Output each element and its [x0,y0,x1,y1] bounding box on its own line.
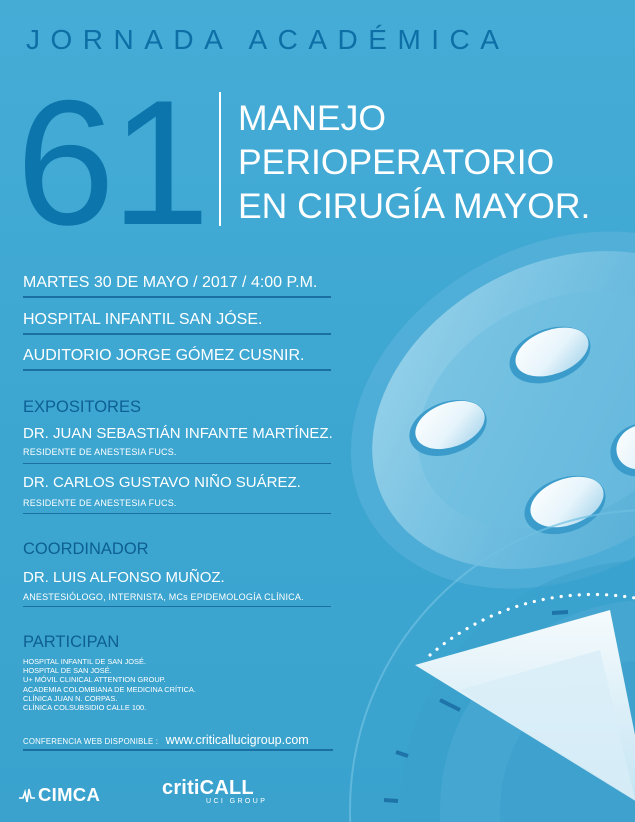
website-link[interactable]: www.criticallucigroup.com [165,733,309,747]
speaker-role: RESIDENTE DE ANESTESIA FUCS. [23,447,177,457]
speakers-heading: EXPOSITORES [23,398,141,416]
event-venue: HOSPITAL INFANTIL SAN JÓSE. [23,311,263,328]
participants-list [23,657,196,712]
title-line: MANEJO [238,98,386,138]
participants-heading: PARTICIPAN [23,633,120,651]
title-divider [219,92,221,226]
cimca-logo-text: CIMCA [38,784,101,805]
coordinator-heading: COORDINADOR [23,540,149,558]
session-title [238,96,590,228]
criticall-logo-subtitle: UCI GROUP [206,798,268,805]
event-datetime: MARTES 30 DE MAYO / 2017 / 4:00 P.M. [23,274,318,291]
speaker-role: RESIDENTE DE ANESTESIA FUCS. [23,498,177,508]
event-series-header: JORNADA ACADÉMICA [26,24,510,55]
divider [23,606,331,607]
coordinator-role: ANESTESIÓLOGO, INTERNISTA, MCs EPIDEMOLOGÍA CLÍNICA. [23,592,304,602]
divider [23,749,333,751]
web-conference [23,731,309,749]
event-room: AUDITORIO JORGE GÓMEZ CUSNIR. [23,347,305,364]
web-conference-label: CONFERENCIA WEB DISPONIBLE : [23,737,159,746]
session-number: 61 [16,63,206,262]
title-line: PERIOPERATORIO [238,142,555,182]
participant-item: HOSPITAL DE SAN JOSÉ. [23,666,112,676]
divider [23,513,331,514]
criticall-logo [162,777,267,805]
divider [23,296,331,298]
cimca-heartbeat-icon [18,786,36,804]
cimca-logo [18,784,100,806]
divider [23,333,331,335]
divider [23,463,331,464]
divider [23,369,331,371]
speaker-name: DR. CARLOS GUSTAVO NIÑO SUÁREZ. [23,474,301,491]
criticall-logo-text: critiCALL [162,777,254,799]
coordinator-name: DR. LUIS ALFONSO MUÑOZ. [23,569,225,586]
participant-item: ACADEMIA COLOMBIANA DE MEDICINA CRÍTICA. [23,684,196,694]
title-line: EN CIRUGÍA MAYOR. [238,186,591,226]
participant-item: U+ MÓVIL CLINICAL ATTENTION GROUP. [23,675,166,685]
speaker-name: DR. JUAN SEBASTIÁN INFANTE MARTÍNEZ. [23,425,333,442]
participant-item: CLÍNICA COLSUBSIDIO CALLE 100. [23,703,147,713]
participant-item: HOSPITAL INFANTIL DE SAN JOSÉ. [23,657,146,666]
participant-item: CLÍNICA JUAN N. CORPAS. [23,693,118,703]
